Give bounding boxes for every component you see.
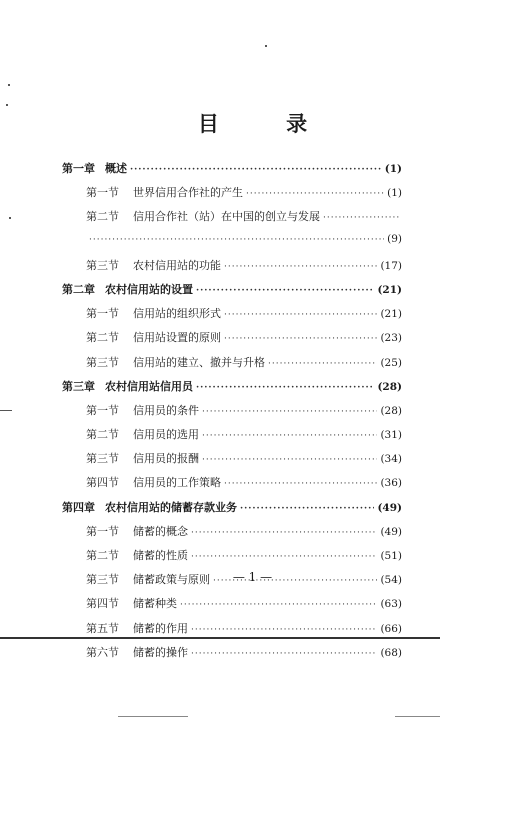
- toc-section-row: [62, 305, 402, 329]
- toc-dot-leader: [196, 286, 374, 296]
- toc-dot-leader: [268, 359, 377, 369]
- toc-entry-title: 概述: [105, 162, 127, 175]
- toc-entry-number: 第二节: [86, 210, 119, 224]
- toc-section-row: [62, 474, 402, 498]
- toc-entry-title: 储蓄种类: [133, 597, 177, 611]
- toc-entry-number: 第二章: [62, 282, 95, 296]
- toc-section-row: [62, 426, 402, 450]
- toc-section-row: [62, 354, 402, 378]
- toc-dot-leader: [89, 235, 384, 245]
- table-of-contents: [62, 160, 402, 668]
- toc-page-number: (49): [380, 525, 402, 538]
- toc-entry-title: 储蓄的概念: [133, 524, 188, 538]
- toc-page-number: (31): [380, 429, 402, 442]
- toc-entry-title: 农村信用站的储蓄存款业务: [105, 500, 237, 514]
- toc-page-number: (25): [380, 356, 402, 369]
- toc-chapter-row: [62, 281, 402, 305]
- toc-page-number: (9): [387, 232, 402, 245]
- toc-section-row: [62, 257, 402, 281]
- toc-page-number: (36): [380, 477, 402, 490]
- page-number: — 1 —: [232, 570, 273, 584]
- toc-dot-leader: [224, 334, 377, 344]
- toc-entry-number: 第四章: [62, 500, 95, 514]
- toc-page-number: (54): [380, 574, 402, 587]
- toc-page-number: (17): [380, 259, 402, 272]
- toc-entry-title: 储蓄的操作: [133, 645, 188, 659]
- toc-dot-leader: [196, 383, 374, 393]
- toc-entry-title: 储蓄政策与原则: [133, 573, 210, 587]
- toc-page-number: (28): [380, 404, 402, 417]
- toc-section-row: [62, 595, 402, 619]
- toc-entry-number: 第四节: [86, 476, 119, 490]
- toc-entry-title: 信用员的条件: [133, 403, 199, 417]
- toc-dot-leader: [202, 407, 377, 417]
- toc-entry-number: 第一节: [86, 186, 119, 200]
- toc-page-number: (21): [380, 308, 402, 321]
- toc-entry-title: 农村信用站信用员: [105, 379, 193, 393]
- toc-page-number: (51): [380, 550, 402, 562]
- toc-page-number: (1): [384, 163, 402, 175]
- toc-section-row: [62, 208, 402, 232]
- toc-dot-leader: [191, 649, 377, 659]
- toc-entry-number: 第六节: [86, 645, 119, 659]
- scan-mark: [8, 84, 10, 86]
- toc-page-number: (49): [377, 501, 402, 514]
- toc-entry-number: 第三节: [86, 452, 119, 466]
- toc-page-number: (68): [380, 646, 402, 659]
- toc-entry-title: 储蓄的性质: [133, 549, 188, 562]
- toc-chapter-row: [62, 378, 402, 402]
- toc-chapter-row: [62, 160, 402, 184]
- toc-dot-leader: [202, 455, 377, 465]
- toc-dot-leader: [202, 431, 377, 441]
- toc-section-row: [62, 620, 402, 644]
- toc-page-number: (23): [380, 332, 402, 345]
- toc-dot-leader: [180, 600, 377, 610]
- toc-entry-title: 农村信用站的设置: [105, 282, 193, 296]
- horizontal-rule: [0, 637, 440, 639]
- page-title: 目 录: [197, 111, 338, 136]
- toc-entry-number: 第三节: [86, 355, 119, 369]
- toc-dot-leader: [191, 625, 377, 635]
- toc-dot-leader: [224, 262, 377, 272]
- toc-section-row: [62, 450, 402, 474]
- scan-mark: [118, 716, 188, 717]
- toc-entry-number: 第一节: [86, 524, 119, 538]
- toc-entry-title: 农村信用站的功能: [133, 258, 221, 272]
- toc-section-row: [62, 523, 402, 547]
- toc-entry-title: 信用员的报酬: [133, 452, 199, 466]
- scan-mark: [0, 410, 12, 411]
- scan-mark: [395, 716, 440, 717]
- toc-section-row: [62, 184, 402, 208]
- toc-entry-title: 信用员的选用: [133, 428, 199, 442]
- toc-chapter-row: [62, 499, 402, 523]
- toc-dot-leader: [130, 165, 382, 175]
- toc-entry-number: 第五节: [86, 621, 119, 635]
- toc-dot-leader: [224, 310, 377, 320]
- scan-mark: [265, 45, 267, 47]
- toc-page-number: (66): [380, 622, 402, 635]
- toc-section-row: [62, 547, 402, 571]
- toc-entry-number: 第四节: [86, 597, 119, 611]
- toc-entry-title: 信用站设置的原则: [133, 331, 221, 345]
- toc-section-row: [62, 233, 402, 257]
- toc-page-number: (34): [380, 453, 402, 466]
- toc-entry-number: 第三章: [62, 379, 95, 393]
- toc-page-number: (1): [387, 187, 402, 200]
- toc-entry-number: 第二节: [86, 331, 119, 345]
- toc-dot-leader: [191, 528, 377, 538]
- toc-section-row: [62, 402, 402, 426]
- toc-dot-leader: [191, 552, 377, 562]
- toc-entry-title: 信用站的建立、撤并与升格: [133, 355, 265, 369]
- toc-section-row: [62, 644, 402, 668]
- toc-page-number: (63): [380, 598, 402, 611]
- toc-entry-number: 第三节: [86, 258, 119, 272]
- toc-entry-title: 信用员的工作策略: [133, 476, 221, 490]
- toc-page-number: (28): [377, 380, 402, 393]
- toc-entry-number: 第二节: [86, 549, 119, 562]
- toc-section-row: [62, 329, 402, 353]
- toc-entry-number: 第一节: [86, 307, 119, 321]
- toc-entry-title: 世界信用合作社的产生: [133, 186, 243, 200]
- toc-entry-title: 储蓄的作用: [133, 621, 188, 635]
- toc-dot-leader: [224, 479, 377, 489]
- toc-entry-number: 第一章: [62, 162, 95, 175]
- toc-dot-leader: [240, 504, 374, 514]
- toc-page-number: (21): [377, 283, 402, 296]
- scan-mark: [6, 104, 8, 106]
- toc-entry-number: 第一节: [86, 403, 119, 417]
- toc-entry-title: 信用站的组织形式: [133, 307, 221, 321]
- toc-entry-title: 信用合作社（站）在中国的创立与发展: [133, 210, 320, 224]
- toc-entry-number: 第三节: [86, 573, 119, 587]
- toc-entry-number: 第二节: [86, 428, 119, 442]
- toc-dot-leader: [323, 213, 399, 223]
- toc-dot-leader: [246, 189, 384, 199]
- scan-mark: [9, 217, 11, 219]
